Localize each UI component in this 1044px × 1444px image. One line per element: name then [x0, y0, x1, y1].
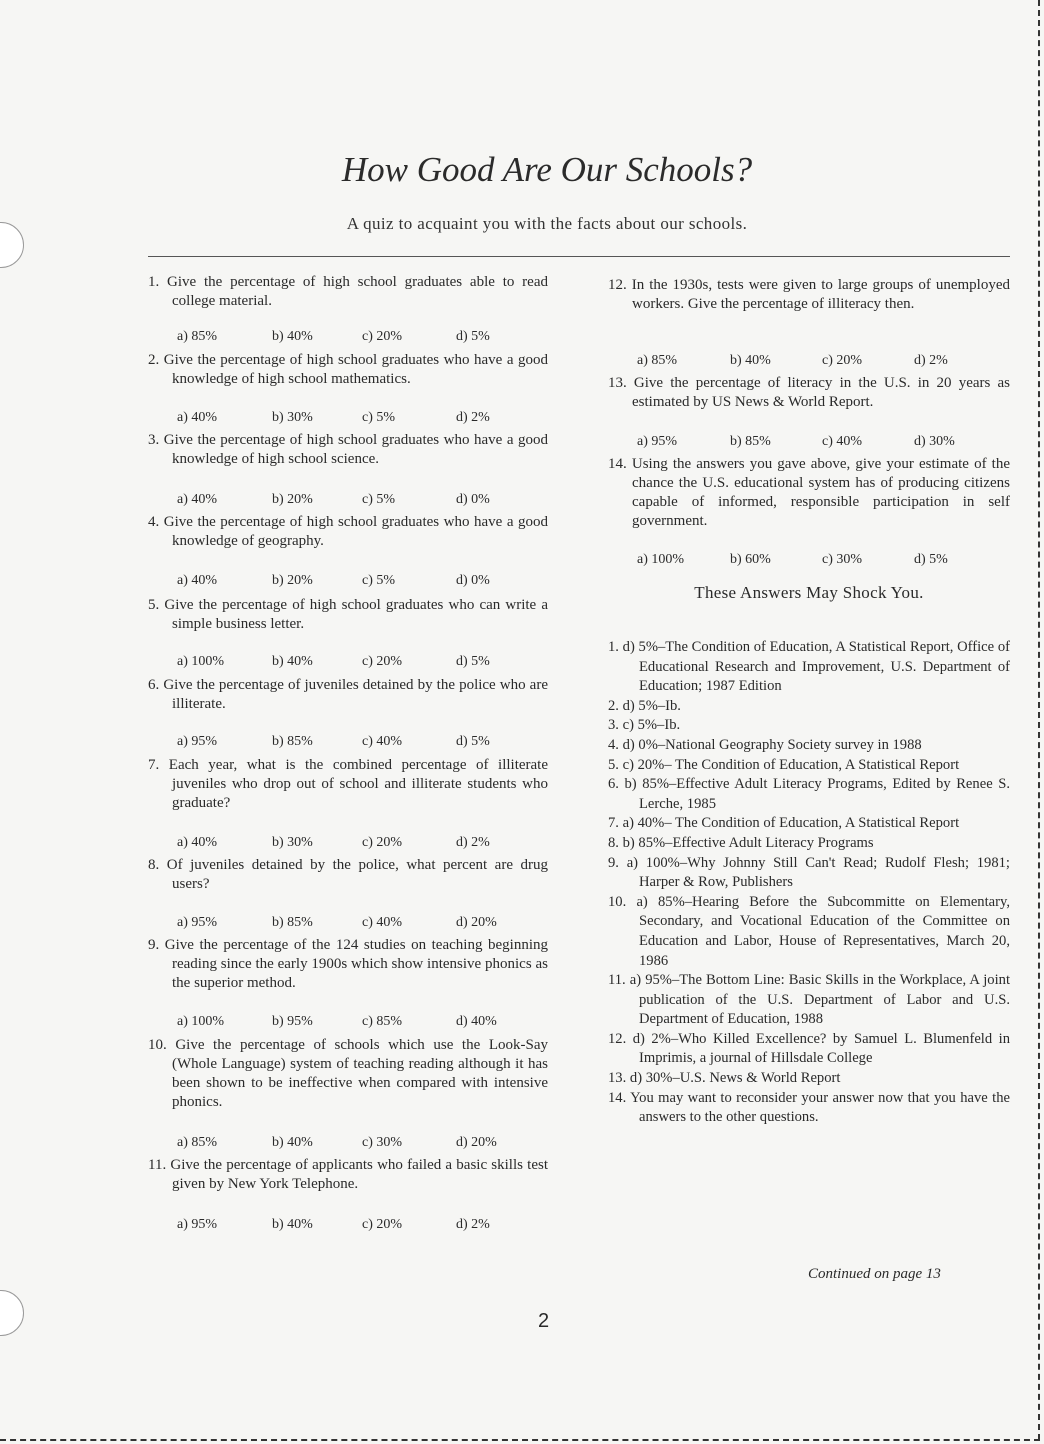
question-7	[148, 756, 548, 850]
question-11	[148, 1156, 548, 1232]
answer-item: 5. c) 20%– The Condition of Education, A Statistical Report	[608, 756, 960, 773]
question-stem: 9. Give the percentage of the 124 studies on teaching beginning reading since the early 1900s which show intensive phonics as the superior method.	[148, 937, 548, 991]
answer-option: d) 30%	[914, 434, 955, 449]
question-3	[148, 431, 548, 507]
question-stem: 6. Give the percentage of juveniles detained by the police who are illiterate.	[148, 677, 548, 712]
answer-option: c) 20%	[822, 353, 863, 368]
answer-option: b) 85%	[272, 734, 313, 749]
answer-option: b) 40%	[272, 329, 313, 344]
question-4	[148, 513, 548, 588]
question-14	[608, 455, 1010, 567]
question-stem: 10. Give the percentage of schools which use the Look-Say (Whole Language) system of teaching reading although it has been shown to be ineffective when compared with intensive phonics.	[148, 1037, 548, 1110]
answer-option: c) 20%	[362, 835, 403, 850]
answer-option: c) 30%	[822, 552, 863, 567]
continued-note: Continued on page 13	[808, 1266, 941, 1282]
answer-option: c) 20%	[362, 329, 403, 344]
answer-option: c) 40%	[822, 434, 863, 449]
answer-option: c) 5%	[362, 410, 396, 425]
question-12	[608, 276, 1010, 368]
question-stem: 13. Give the percentage of literacy in the U.S. in 20 years as estimated by US News & World Report.	[608, 375, 1010, 410]
answer-option: b) 85%	[272, 915, 313, 930]
answer-item: 6. b) 85%–Effective Adult Literacy Programs, Edited by Renee S. Lerche, 1985	[608, 776, 1010, 812]
answer-option: a) 40%	[177, 573, 218, 588]
answer-item: 7. a) 40%– The Condition of Education, A Statistical Report	[608, 815, 960, 832]
answer-option: d) 2%	[456, 835, 490, 850]
question-stem: 2. Give the percentage of high school graduates who have a good knowledge of high school mathematics.	[148, 352, 548, 387]
answer-option: d) 5%	[456, 329, 490, 344]
question-stem: 7. Each year, what is the combined percentage of illiterate juveniles who drop out of school and illiterate students who graduate?	[148, 757, 548, 811]
question-stem: 11. Give the percentage of applicants who failed a basic skills test given by New York Telephone.	[148, 1157, 548, 1192]
binder-hole	[0, 1290, 24, 1336]
answer-option: a) 100%	[177, 1014, 225, 1029]
question-stem: 4. Give the percentage of high school graduates who have a good knowledge of geography.	[148, 514, 548, 549]
question-stem: 3. Give the percentage of high school graduates who have a good knowledge of high school science.	[148, 432, 548, 467]
answer-option: a) 40%	[177, 492, 218, 507]
answer-option: b) 30%	[272, 410, 313, 425]
question-1	[148, 273, 548, 344]
answer-item: 8. b) 85%–Effective Adult Literacy Programs	[608, 834, 874, 851]
answer-option: b) 30%	[272, 835, 313, 850]
answer-item: 13. d) 30%–U.S. News & World Report	[608, 1070, 841, 1087]
question-2	[148, 351, 548, 425]
answer-option: c) 85%	[362, 1014, 403, 1029]
answer-option: b) 60%	[730, 552, 771, 567]
answer-option: b) 40%	[272, 654, 313, 669]
question-6	[148, 676, 548, 749]
answer-option: a) 100%	[177, 654, 225, 669]
question-5	[148, 596, 548, 669]
answer-option: c) 5%	[362, 573, 396, 588]
answer-option: d) 20%	[456, 915, 497, 930]
answer-item: 10. a) 85%–Hearing Before the Subcommitte on Elementary, Secondary, and Vocational Education of the Committee on Education and Labor, House of Representatives, March 20, 1986	[608, 893, 1010, 969]
answer-option: a) 95%	[177, 734, 218, 749]
answer-option: c) 20%	[362, 1217, 403, 1232]
question-stem: 1. Give the percentage of high school graduates able to read college material.	[148, 274, 548, 309]
answer-option: d) 5%	[456, 654, 490, 669]
answer-option: d) 2%	[914, 353, 948, 368]
answer-option: d) 5%	[456, 734, 490, 749]
page-title: How Good Are Our Schools?	[341, 150, 753, 189]
answer-option: b) 20%	[272, 492, 313, 507]
question-13	[608, 374, 1010, 449]
answer-item: 2. d) 5%–Ib.	[608, 697, 681, 714]
answer-option: c) 40%	[362, 915, 403, 930]
page-edge-bottom	[0, 1439, 1040, 1441]
answer-option: d) 40%	[456, 1014, 497, 1029]
question-stem: 5. Give the percentage of high school graduates who can write a simple business letter.	[148, 597, 548, 632]
answers-heading: These Answers May Shock You.	[694, 583, 924, 602]
answer-option: a) 95%	[177, 1217, 218, 1232]
answer-option: a) 95%	[637, 434, 678, 449]
answer-option: d) 20%	[456, 1135, 497, 1150]
title-divider	[148, 256, 1010, 257]
answer-option: c) 5%	[362, 492, 396, 507]
answer-option: c) 20%	[362, 654, 403, 669]
answer-option: b) 20%	[272, 573, 313, 588]
question-stem: 8. Of juveniles detained by the police, what percent are drug users?	[148, 857, 548, 892]
answer-option: a) 40%	[177, 835, 218, 850]
answer-option: a) 95%	[177, 915, 218, 930]
answer-option: a) 85%	[177, 329, 218, 344]
question-stem: 14. Using the answers you gave above, give your estimate of the chance the U.S. educational system has of producing citizens capable of informed, responsible participation in self government.	[608, 456, 1010, 529]
answer-item: 3. c) 5%–Ib.	[608, 717, 681, 734]
page-subtitle: A quiz to acquaint you with the facts about our schools.	[346, 214, 748, 233]
answer-option: c) 40%	[362, 734, 403, 749]
answer-option: b) 40%	[730, 353, 771, 368]
answer-item: 11. a) 95%–The Bottom Line: Basic Skills in the Workplace, A joint publication of the U.S. Department of Labor and U.S. Department of Education, 1988	[608, 972, 1010, 1028]
question-9	[148, 936, 548, 1029]
answer-option: a) 85%	[637, 353, 678, 368]
answer-item: 14. You may want to reconsider your answer now that you have the answers to the other questions.	[608, 1089, 1010, 1126]
question-stem: 12. In the 1930s, tests were given to large groups of unemployed workers. Give the percentage of illiteracy then.	[608, 277, 1010, 312]
answer-option: a) 40%	[177, 410, 218, 425]
answers-list	[608, 638, 1010, 1128]
answer-option: b) 40%	[272, 1217, 313, 1232]
answer-option: d) 2%	[456, 1217, 490, 1232]
answer-item: 1. d) 5%–The Condition of Education, A Statistical Report, Office of Educational Research and Improvement, U.S. Department of Education; 1987 Edition	[608, 639, 1010, 695]
answer-option: a) 85%	[177, 1135, 218, 1150]
answer-option: a) 100%	[637, 552, 685, 567]
answer-option: b) 95%	[272, 1014, 313, 1029]
answer-option: d) 5%	[914, 552, 948, 567]
answer-item: 4. d) 0%–National Geography Society survey in 1988	[608, 736, 922, 753]
answer-option: b) 85%	[730, 434, 771, 449]
answer-item: 12. d) 2%–Who Killed Excellence? by Samuel L. Blumenfeld in Imprimis, a journal of Hillsdale College	[608, 1030, 1010, 1067]
question-10	[148, 1036, 548, 1150]
answer-option: d) 0%	[456, 573, 490, 588]
question-8	[148, 856, 548, 930]
page-number: 2	[538, 1310, 550, 1332]
answer-option: c) 30%	[362, 1135, 403, 1150]
answer-option: d) 0%	[456, 492, 490, 507]
answer-option: b) 40%	[272, 1135, 313, 1150]
answer-option: d) 2%	[456, 410, 490, 425]
answer-item: 9. a) 100%–Why Johnny Still Can't Read; Rudolf Flesh; 1981; Harper & Row, Publishers	[608, 854, 1010, 891]
